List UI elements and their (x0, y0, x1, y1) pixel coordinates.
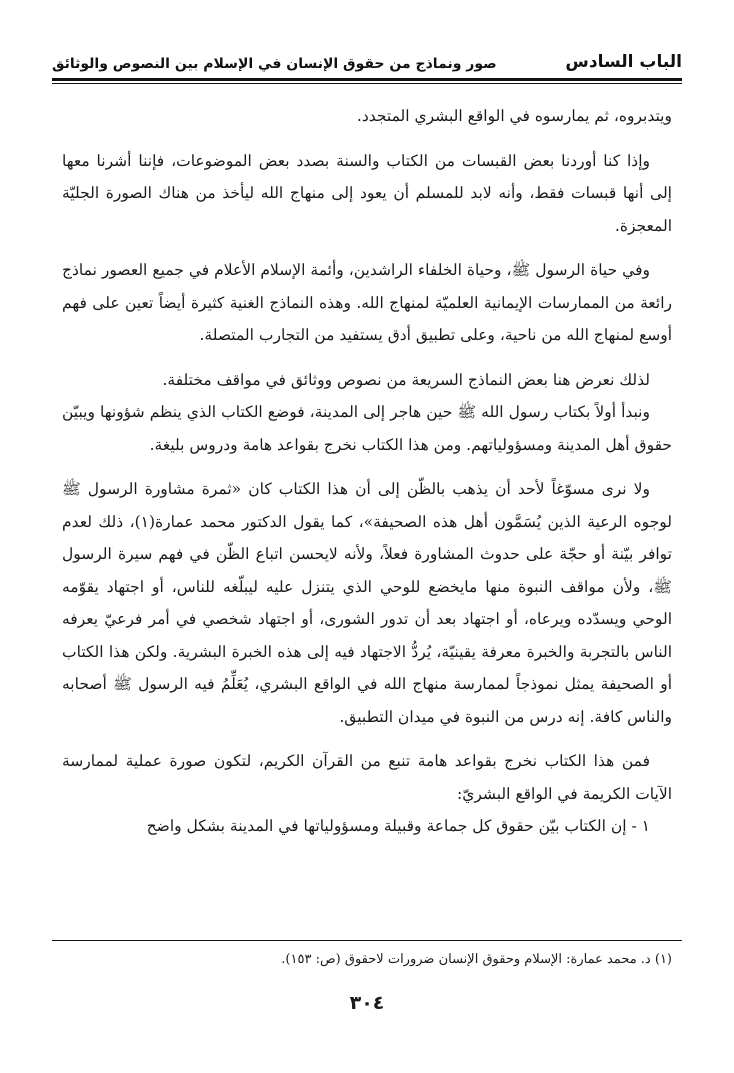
paragraph-8: ١ - إن الكتاب بيّن حقوق كل جماعة وقبيلة ومسؤولياتها في المدينة بشكل واضح (146, 817, 650, 835)
page-number: ٣٠٤ (349, 992, 385, 1014)
book-title: صور ونماذج من حقوق الإنسان في الإسلام بين النصوص والوثائق (52, 56, 497, 72)
header-rule (52, 78, 682, 81)
header-rule-thin (52, 83, 682, 84)
paragraph-2: وإذا كنا أوردنا بعض القبسات من الكتاب والسنة بصدد بعض الموضوعات، فإننا أشرنا معها إلى أنها قبسات فقط، وأنه لابد للمسلم أن يعود إلى منهاج الله ليأخذ من هناك الصورة الجليّة المعجزة. (62, 151, 672, 235)
chapter-title: الباب السادس (565, 52, 682, 72)
paragraph-4: لذلك نعرض هنا بعض النماذج السريعة من نصوص ووثائق في مواقف مختلفة. (162, 370, 650, 389)
paragraph-7: فمن هذا الكتاب نخرج بقواعد هامة تنبع من القرآن الكريم، لتكون صورة عملية لممارسة الآيات الكريمة في الواقع البشريّ: (62, 752, 672, 803)
body-text (62, 100, 672, 843)
footnote: (١) د. محمد عمارة: الإسلام وحقوق الإنسان ضرورات لاحقوق (ص: ١٥٣). (281, 952, 672, 967)
running-header (52, 42, 682, 72)
paragraph-3: وفي حياة الرسول ﷺ، وحياة الخلفاء الراشدين، وأئمة الإسلام الأعلام في جميع العصور نماذج رائعة من الممارسات الإيمانية العلميّة لمنهاج الله. وهذه النماذج الغنية كثيرة أيضاً تعين على فهم أوسع لمنهاج الله من ناحية، وعلى تطبيق أدق يستفيد من التجارب المتصلة. (62, 261, 672, 344)
paragraph-5: ونبدأ أولاً بكتاب رسول الله ﷺ حين هاجر إلى المدينة، فوضع الكتاب الذي ينظم شؤونها ويبيّن حقوق أهل المدينة ومسؤولياتهم. ومن هذا الكتاب نخرج بقواعد هامة ودروس بليغة. (62, 403, 672, 454)
footnote-rule (52, 940, 682, 941)
paragraph-6: ولا نرى مسوّغاً لأحد أن يذهب بالظّن إلى أن هذا الكتاب كان «ثمرة مشاورة الرسول ﷺ لوجوه الرعية الذين يُسَمَّون أهل هذه الصحيفة»، كما يقول الدكتور محمد عمارة(١)، ذلك لعدم توافر بيّنة أو حجّة على حدوث المشاورة فعلاً، ولأنه لايحسن اتباع الظّن في فهم سيرة الرسول ﷺ، ولأن مواقف النبوة منها مايخضع للوحي الذي يتنزل عليه ليبلّغه للناس، أو اجتهاد يقوّمه الوحي ويسدّده ويرعاه، أو اجتهاد بعد أن تدور الشورى، أو اجتهاد شخصي في أمر فرعيّ يعرفه الناس بالتجربة والخبرة معرفة يقينيّة، يُردُّ الاجتهاد فيه إلى هذه الخبرة البشرية. ولكن هذا الكتاب أو الصحيفة يمثل نموذجاً لممارسة منهاج الله في الواقع البشري، يُعَلِّمُ فيه الرسول ﷺ أصحابه والناس كافة. إنه درس من النبوة في ميدان التطبيق. (62, 480, 672, 726)
paragraph-1: ويتدبروه، ثم يمارسوه في الواقع البشري المتجدد. (356, 107, 672, 125)
